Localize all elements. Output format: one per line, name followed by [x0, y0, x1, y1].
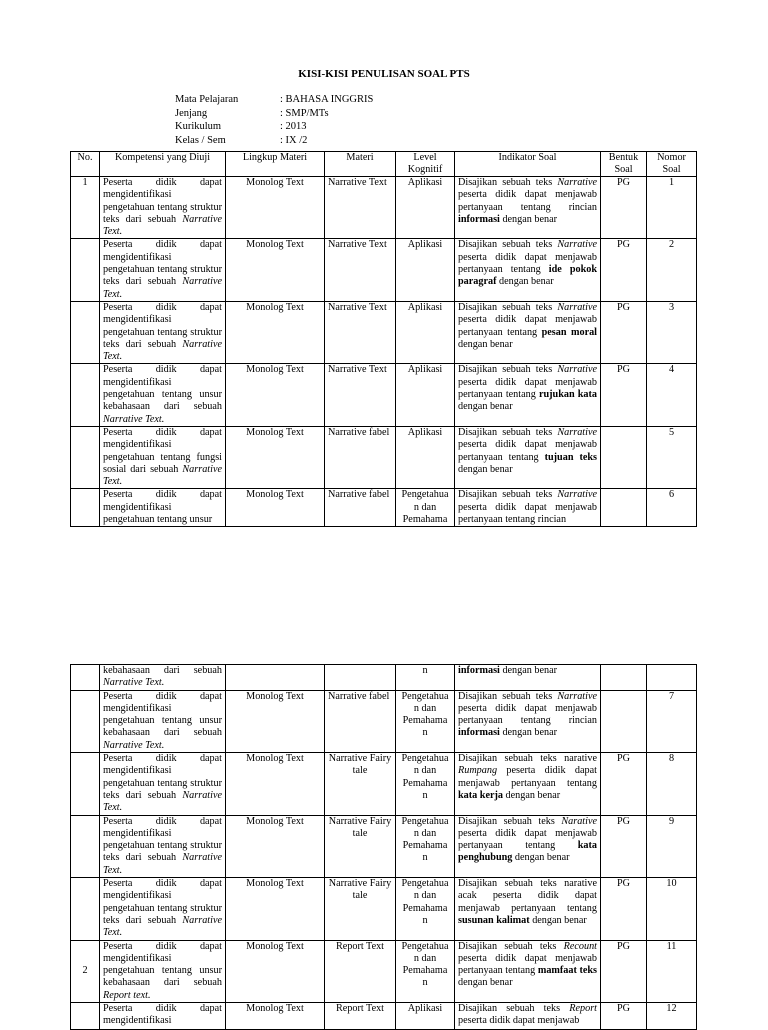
header-kompetensi: Kompetensi yang Diuji	[100, 152, 226, 177]
cell-kompetensi: Peserta didik dapat mengidentifikasi pengetahuan tentang struktur teks dari sebuah Narrative Text.	[100, 753, 226, 815]
cell-bentuk: PG	[601, 177, 647, 239]
cell-materi: Narrative Fairy tale	[325, 815, 396, 877]
cell-bentuk: PG	[601, 364, 647, 426]
table-row	[71, 690, 697, 752]
cell-materi: Narrative Text	[325, 364, 396, 426]
cell-indikator: Disajikan sebuah teks Recount peserta didik dapat menjawab pertanyaan tentang mamfaat teks dengan benar	[455, 940, 601, 1002]
cell-lingkup: Monolog Text	[226, 239, 325, 301]
cell-level: Pengetahua n dan Pemahama n	[396, 940, 455, 1002]
meta-label: Kelas / Sem	[175, 134, 226, 146]
header-indikator: Indikator Soal	[455, 152, 601, 177]
table-row	[71, 753, 697, 815]
cell-no	[71, 1003, 100, 1030]
cell-lingkup: Monolog Text	[226, 940, 325, 1002]
cell-level: n	[396, 665, 455, 691]
cell-lingkup: Monolog Text	[226, 690, 325, 752]
cell-kompetensi: Peserta didik dapat mengidentifikasi pengetahuan tentang struktur teks dari sebuah Narrative Text.	[100, 878, 226, 940]
cell-level: Pengetahua n dan Pemahama n	[396, 753, 455, 815]
cell-bentuk	[601, 426, 647, 488]
cell-no	[71, 815, 100, 877]
cell-kompetensi: Peserta didik dapat mengidentifikasi pengetahuan tentang struktur teks dari sebuah Narrative Text.	[100, 815, 226, 877]
cell-materi: Narrative fabel	[325, 690, 396, 752]
cell-kompetensi: Peserta didik dapat mengidentifikasi	[100, 1003, 226, 1030]
cell-level: Aplikasi	[396, 239, 455, 301]
table-row-continued	[71, 665, 697, 691]
meta-value: : 2013	[280, 121, 307, 132]
cell-no	[71, 878, 100, 940]
cell-nomor: 8	[647, 753, 697, 815]
meta-row-class	[175, 135, 373, 149]
cell-no	[71, 690, 100, 752]
cell-nomor: 10	[647, 878, 697, 940]
table-row	[71, 940, 697, 1002]
table-row	[71, 301, 697, 363]
cell-materi: Narrative fabel	[325, 489, 396, 527]
cell-indikator: Disajikan sebuah teks Narrative peserta didik dapat menjawab pertanyaan tentang rincian informasi dengan benar	[455, 177, 601, 239]
cell-bentuk	[601, 665, 647, 691]
cell-kompetensi: Peserta didik dapat mengidentifikasi pengetahuan tentang unsur	[100, 489, 226, 527]
cell-lingkup: Monolog Text	[226, 489, 325, 527]
header-level: Level Kognitif	[396, 152, 455, 177]
cell-lingkup: Monolog Text	[226, 753, 325, 815]
meta-value: : IX /2	[280, 134, 308, 146]
cell-no	[71, 753, 100, 815]
cell-no	[71, 239, 100, 301]
document-meta	[175, 94, 373, 148]
table-row	[71, 364, 697, 426]
cell-lingkup: Monolog Text	[226, 301, 325, 363]
cell-kompetensi: Peserta didik dapat mengidentifikasi pengetahuan tentang unsur kebahasaan dari sebuah Narrative Text.	[100, 690, 226, 752]
cell-materi	[325, 665, 396, 691]
cell-level: Aplikasi	[396, 301, 455, 363]
cell-materi: Narrative Text	[325, 301, 396, 363]
kisi-kisi-table-page2	[70, 664, 697, 1030]
cell-nomor: 5	[647, 426, 697, 488]
cell-nomor: 9	[647, 815, 697, 877]
cell-nomor: 11	[647, 940, 697, 1002]
cell-kompetensi: Peserta didik dapat mengidentifikasi pengetahuan tentang struktur teks dari sebuah Narrative Text.	[100, 239, 226, 301]
cell-lingkup	[226, 665, 325, 691]
cell-no	[71, 489, 100, 527]
table-row	[71, 489, 697, 527]
meta-row-curriculum	[175, 121, 373, 135]
header-no: No.	[71, 152, 100, 177]
cell-indikator: informasi dengan benar	[455, 665, 601, 691]
document-title: KISI-KISI PENULISAN SOAL PTS	[298, 68, 470, 80]
meta-row-level	[175, 108, 373, 122]
cell-no: 1	[71, 177, 100, 239]
table-row	[71, 426, 697, 488]
cell-kompetensi: Peserta didik dapat mengidentifikasi pengetahuan tentang struktur teks dari sebuah Narrative Text.	[100, 177, 226, 239]
cell-indikator: Disajikan sebuah teks narative Rumpang peserta didik dapat menjawab pertanyaan tentang kata kerja dengan benar	[455, 753, 601, 815]
cell-lingkup: Monolog Text	[226, 177, 325, 239]
cell-nomor: 4	[647, 364, 697, 426]
cell-kompetensi: Peserta didik dapat mengidentifikasi pengetahuan tentang struktur teks dari sebuah Narrative Text.	[100, 301, 226, 363]
cell-materi: Narrative Fairy tale	[325, 753, 396, 815]
cell-nomor	[647, 665, 697, 691]
header-nomor: Nomor Soal	[647, 152, 697, 177]
cell-indikator: Disajikan sebuah teks Narrative peserta didik dapat menjawab pertanyaan tentang rincian informasi dengan benar	[455, 690, 601, 752]
cell-bentuk	[601, 489, 647, 527]
cell-level: Pengetahua n dan Pemahama	[396, 489, 455, 527]
cell-indikator: Disajikan sebuah teks Narrative peserta didik dapat menjawab pertanyaan tentang rujukan kata dengan benar	[455, 364, 601, 426]
meta-row-subject	[175, 94, 373, 108]
cell-kompetensi: Peserta didik dapat mengidentifikasi pengetahuan tentang fungsi sosial dari sebuah Narrative Text.	[100, 426, 226, 488]
table-row	[71, 1003, 697, 1030]
cell-indikator: Disajikan sebuah teks narative acak peserta didik dapat menjawab pertanyaan tentang susunan kalimat dengan benar	[455, 878, 601, 940]
cell-indikator: Disajikan sebuah teks Narrative peserta didik dapat menjawab pertanyaan tentang ide pokok paragraf dengan benar	[455, 239, 601, 301]
cell-indikator: Disajikan sebuah teks Narrative peserta didik dapat menjawab pertanyaan tentang pesan moral dengan benar	[455, 301, 601, 363]
cell-indikator: Disajikan sebuah teks Narative peserta didik dapat menjawab pertanyaan tentang kata penghubung dengan benar	[455, 815, 601, 877]
cell-materi: Narrative Fairy tale	[325, 878, 396, 940]
cell-lingkup: Monolog Text	[226, 878, 325, 940]
cell-level: Aplikasi	[396, 177, 455, 239]
meta-value: : SMP/MTs	[280, 107, 329, 119]
cell-nomor: 1	[647, 177, 697, 239]
cell-no	[71, 364, 100, 426]
header-lingkup: Lingkup Materi	[226, 152, 325, 177]
cell-lingkup: Monolog Text	[226, 426, 325, 488]
cell-lingkup: Monolog Text	[226, 815, 325, 877]
cell-lingkup: Monolog Text	[226, 1003, 325, 1030]
cell-no	[71, 665, 100, 691]
cell-level: Aplikasi	[396, 364, 455, 426]
cell-bentuk: PG	[601, 878, 647, 940]
table-row	[71, 239, 697, 301]
cell-nomor: 6	[647, 489, 697, 527]
cell-bentuk: PG	[601, 1003, 647, 1030]
cell-nomor: 12	[647, 1003, 697, 1030]
cell-kompetensi: Peserta didik dapat mengidentifikasi pengetahuan tentang unsur kebahasaan dari sebuah Narrative Text.	[100, 364, 226, 426]
cell-level: Aplikasi	[396, 1003, 455, 1030]
cell-materi: Narrative Text	[325, 239, 396, 301]
cell-indikator: Disajikan sebuah teks Narrative peserta didik dapat menjawab pertanyaan tentang tujuan teks dengan benar	[455, 426, 601, 488]
cell-level: Pengetahua n dan Pemahama n	[396, 815, 455, 877]
cell-bentuk: PG	[601, 940, 647, 1002]
cell-bentuk: PG	[601, 239, 647, 301]
cell-materi: Report Text	[325, 940, 396, 1002]
meta-label: Mata Pelajaran	[175, 94, 239, 105]
cell-materi: Narrative Text	[325, 177, 396, 239]
cell-bentuk: PG	[601, 301, 647, 363]
cell-no: 2	[71, 940, 100, 1002]
cell-kompetensi: Peserta didik dapat mengidentifikasi pengetahuan tentang unsur kebahasaan dari sebuah Report text.	[100, 940, 226, 1002]
cell-bentuk: PG	[601, 815, 647, 877]
cell-level: Pengetahua n dan Pemahama n	[396, 878, 455, 940]
cell-no	[71, 301, 100, 363]
header-bentuk: Bentuk Soal	[601, 152, 647, 177]
meta-label: Kurikulum	[175, 121, 222, 132]
cell-level: Aplikasi	[396, 426, 455, 488]
kisi-kisi-table-page1	[70, 151, 697, 527]
table-row	[71, 177, 697, 239]
cell-nomor: 7	[647, 690, 697, 752]
cell-bentuk: PG	[601, 753, 647, 815]
table-row	[71, 815, 697, 877]
cell-lingkup: Monolog Text	[226, 364, 325, 426]
table-row	[71, 878, 697, 940]
cell-materi: Report Text	[325, 1003, 396, 1030]
cell-bentuk	[601, 690, 647, 752]
cell-nomor: 3	[647, 301, 697, 363]
header-materi: Materi	[325, 152, 396, 177]
meta-label: Jenjang	[175, 107, 208, 119]
cell-kompetensi: kebahasaan dari sebuah Narrative Text.	[100, 665, 226, 691]
cell-materi: Narrative fabel	[325, 426, 396, 488]
cell-no	[71, 426, 100, 488]
table-header-row	[71, 152, 697, 177]
meta-value: : BAHASA INGGRIS	[280, 94, 374, 105]
cell-indikator: Disajikan sebuah teks Report peserta didik dapat menjawab	[455, 1003, 601, 1030]
cell-nomor: 2	[647, 239, 697, 301]
cell-level: Pengetahua n dan Pemahama n	[396, 690, 455, 752]
cell-indikator: Disajikan sebuah teks Narrative peserta didik dapat menjawab pertanyaan tentang rincian	[455, 489, 601, 527]
